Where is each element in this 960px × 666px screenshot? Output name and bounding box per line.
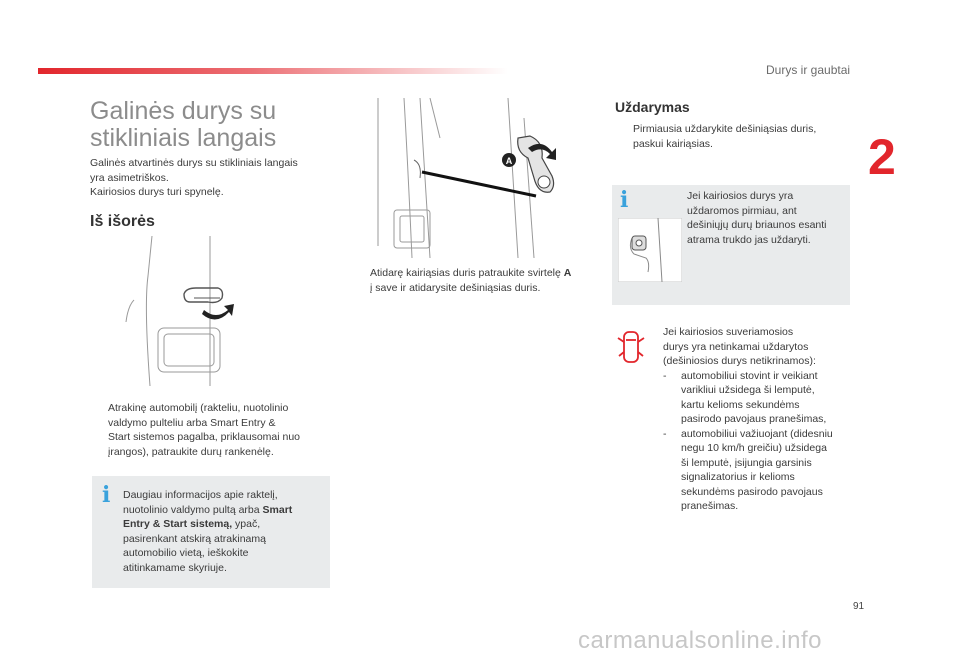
instruction-line: Atidarę kairiąsias duris patraukite svirtelę <box>370 267 561 279</box>
info-line: dešiniųjų durų briaunos esanti <box>687 219 827 231</box>
intro-line: Kairiosios durys turi spynelę. <box>90 186 224 198</box>
warning-line: durys yra netinkamai uždarytos <box>663 340 809 353</box>
closing-info-box <box>612 185 850 305</box>
warning-line: (dešiniosios durys netikrinamos): <box>663 355 816 367</box>
instruction-line: Pirmiausia uždarykite dešiniąsias duris, <box>633 123 817 135</box>
instruction-line: Start sistemos pagalba, priklausomai nuo <box>108 431 301 443</box>
lever-illustration <box>368 98 580 260</box>
outside-heading: Iš išorės <box>90 213 155 230</box>
door-open-warning-icon <box>616 328 646 368</box>
warning-line: kartu kelioms sekundėms <box>681 398 800 411</box>
page-title-line1: Galinės durys su <box>90 97 277 125</box>
instruction-line: paskui kairiąsias. <box>633 137 713 150</box>
dash-marker: - <box>663 369 667 382</box>
info-line: Jei kairiosios durys yra <box>687 190 794 202</box>
page-title <box>90 98 350 152</box>
dash-marker: - <box>663 427 667 440</box>
page-title-line2: stikliniais langais <box>90 124 277 152</box>
outside-info-box <box>92 476 330 588</box>
warning-line: ši lemputė, įsijungia garsinis <box>681 456 812 469</box>
pull-arrow-icon <box>202 304 234 320</box>
info-bold: Smart <box>262 503 293 516</box>
instruction-line: valdymo pulteliu arba Smart Entry & <box>108 416 276 429</box>
info-line: nuotolinio valdymo pultą arba <box>123 503 260 516</box>
door-latch-thumbnail <box>618 218 682 282</box>
page-number: 91 <box>853 601 865 612</box>
warning-line: automobiliui važiuojant (didesniu <box>681 427 833 440</box>
header-accent-bar <box>38 68 508 74</box>
warning-line: automobiliui stovint ir veikiant <box>681 369 818 382</box>
warning-line: negu 10 km/h greičiu) užsidega <box>681 442 827 454</box>
info-line: Daugiau informacijos apie raktelį, <box>123 489 278 501</box>
info-line: atitinkamame skyriuje. <box>123 561 227 574</box>
info-line: pasirenkant atskirą atrakinamą <box>123 532 266 545</box>
info-line: uždaromos pirmiau, ant <box>687 204 797 217</box>
closing-instruction <box>615 122 855 151</box>
instruction-bold: A <box>563 267 572 279</box>
info-icon: i <box>102 482 111 508</box>
warning-text <box>663 325 863 514</box>
warning-line: pranešimas. <box>681 500 739 512</box>
outside-info-text <box>123 488 323 575</box>
instruction-line: Atrakinę automobilį (rakteliu, nuotolinio <box>108 402 289 414</box>
closing-heading: Uždarymas <box>615 99 690 115</box>
section-header: Durys ir gaubtai <box>766 63 851 77</box>
instruction-line: įrangos), patraukite durų rankenėlę. <box>108 445 274 458</box>
info-line: automobilio vietą, ieškokite <box>123 547 249 559</box>
outside-instruction <box>90 401 335 459</box>
info-line: ypač, <box>235 518 261 530</box>
callout-label: A <box>505 156 513 166</box>
watermark: carmanualsonline.info <box>578 627 822 654</box>
warning-line: signalizatorius ir kelioms <box>681 471 795 483</box>
info-line: atrama trukdo jas uždaryti. <box>687 233 811 246</box>
info-icon: i <box>620 187 629 213</box>
door-handle-illustration <box>124 236 324 386</box>
middle-instruction <box>352 266 592 295</box>
warning-dash-item <box>663 369 863 427</box>
chapter-number: 2 <box>868 129 896 185</box>
instruction-line: į save ir atidarysite dešiniąsias duris. <box>370 281 541 294</box>
warning-line: sekundėms pasirodo pavojaus <box>681 485 823 498</box>
closing-info-text <box>687 189 847 247</box>
intro-text <box>90 156 335 200</box>
info-bold: Entry & Start sistemą, <box>123 518 233 530</box>
intro-line: yra asimetriškos. <box>90 171 169 184</box>
warning-line: Jei kairiosios suveriamosios <box>663 326 794 338</box>
warning-dash-item <box>663 427 863 514</box>
intro-line: Galinės atvartinės durys su stikliniais langais <box>90 157 298 169</box>
warning-line: varikliui užsidega ši lemputė, <box>681 384 815 396</box>
warning-line: pasirodo pavojaus pranešimas, <box>681 413 827 425</box>
